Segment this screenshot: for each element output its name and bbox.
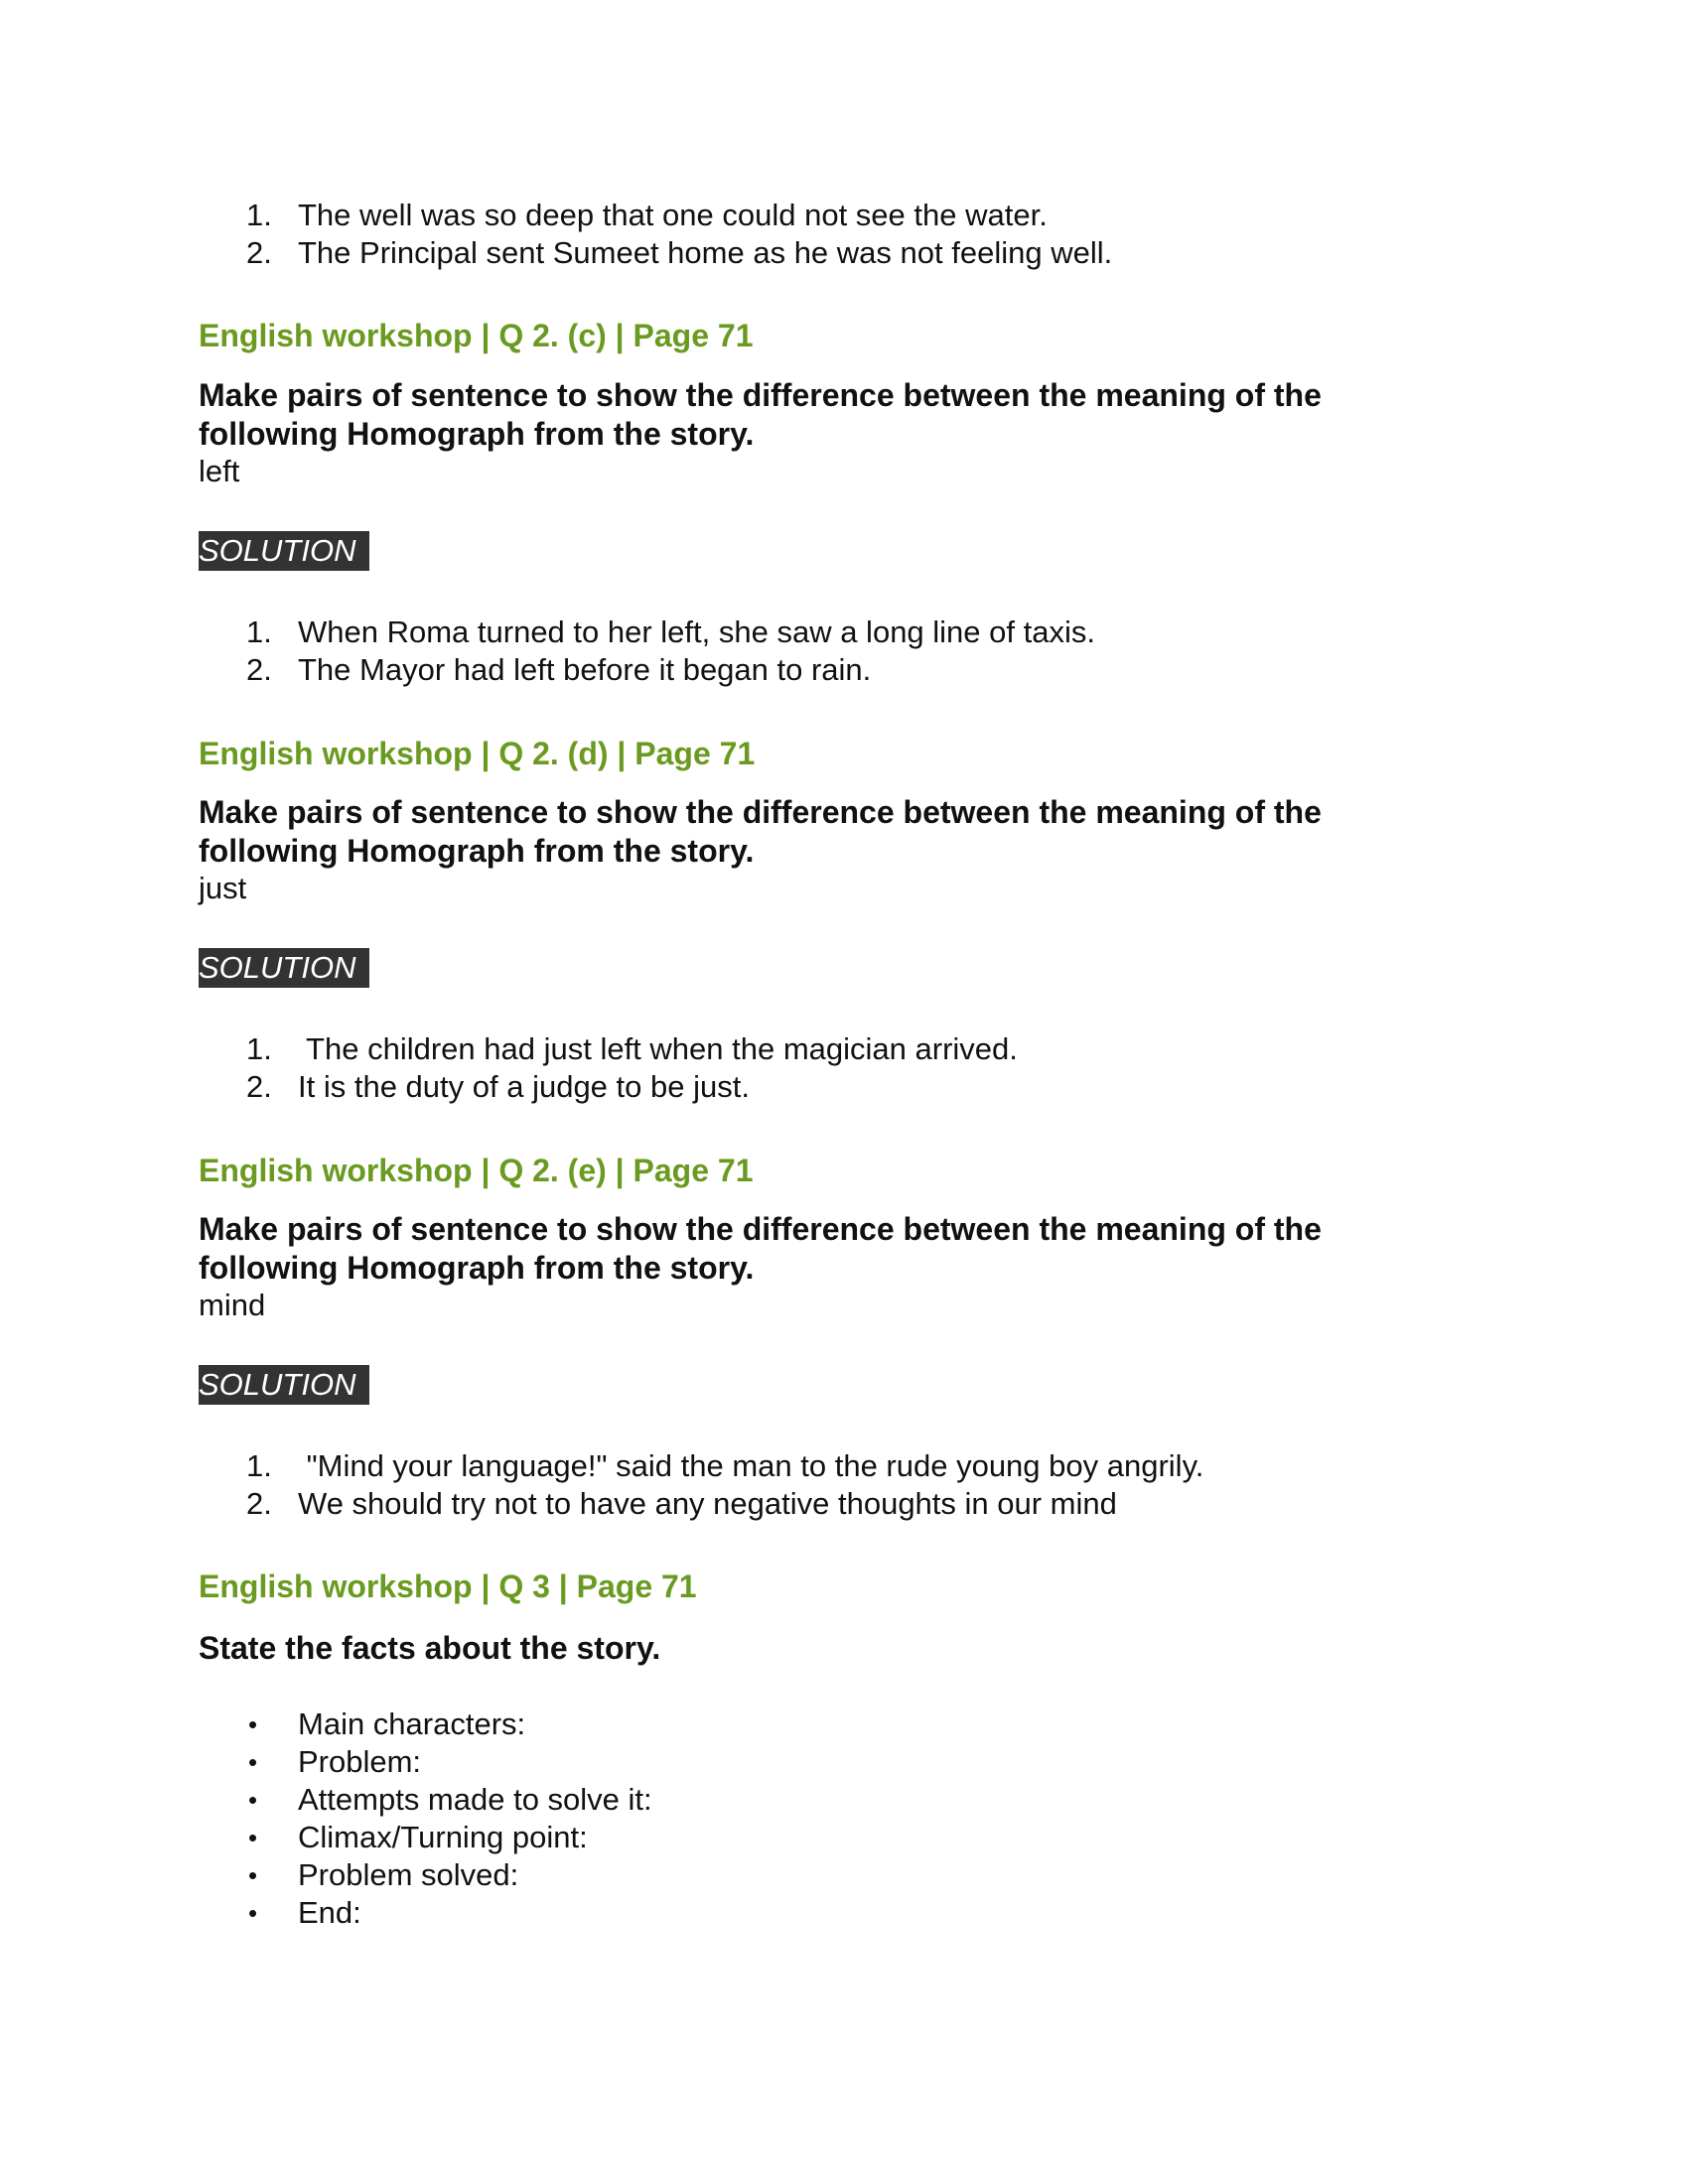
section-heading-q2d: English workshop | Q 2. (d) | Page 71 <box>199 736 756 771</box>
list-item <box>246 1485 1203 1523</box>
bullet-icon: • <box>248 1823 258 1852</box>
question-text-q2c: Make pairs of sentence to show the difference between the meaning of the following Homograph from the story. <box>199 377 1322 452</box>
list-item <box>246 1068 1018 1106</box>
intro-answer-list <box>246 197 1112 272</box>
list-number: 2. <box>246 1486 272 1521</box>
list-number: 1. <box>246 614 272 649</box>
answer-list-q2e <box>246 1447 1203 1523</box>
list-item-text: We should try not to have any negative thoughts in our mind <box>298 1486 1117 1521</box>
list-item <box>246 651 1095 689</box>
list-item <box>246 1447 1203 1485</box>
list-item <box>246 1706 652 1743</box>
list-item <box>246 1781 652 1819</box>
list-item-text: Main characters: <box>298 1706 526 1741</box>
answer-list-q2d <box>246 1030 1018 1106</box>
list-item-text: Climax/Turning point: <box>298 1820 588 1854</box>
homograph-word-q2c: left <box>199 454 240 488</box>
list-item <box>246 1894 652 1932</box>
list-item-text: Attempts made to solve it: <box>298 1782 652 1817</box>
list-item <box>246 1819 652 1856</box>
list-number: 2. <box>246 652 272 687</box>
question-text-q3: State the facts about the story. <box>199 1630 661 1666</box>
homograph-word-q2d: just <box>199 871 247 905</box>
section-heading-q2c: English workshop | Q 2. (c) | Page 71 <box>199 318 754 353</box>
solution-label-q2e: SOLUTION <box>199 1365 369 1405</box>
question-text-q2d: Make pairs of sentence to show the difference between the meaning of the following Homograph from the story. <box>199 794 1322 869</box>
list-number: 1. <box>246 198 272 232</box>
bullet-icon: • <box>248 1860 258 1890</box>
list-item <box>246 1743 652 1781</box>
list-item-text: It is the duty of a judge to be just. <box>298 1069 750 1104</box>
list-item-text: "Mind your language!" said the man to the rude young boy angrily. <box>298 1448 1204 1483</box>
list-item <box>246 1856 652 1894</box>
bullet-icon: • <box>248 1785 258 1815</box>
list-item <box>246 197 1112 234</box>
list-item-text: The children had just left when the magician arrived. <box>298 1031 1018 1066</box>
list-item <box>246 1030 1018 1068</box>
list-item-text: Problem: <box>298 1744 422 1779</box>
section-heading-q2e: English workshop | Q 2. (e) | Page 71 <box>199 1153 754 1188</box>
solution-label-q2c: SOLUTION <box>199 531 369 571</box>
bullet-icon: • <box>248 1747 258 1777</box>
bullet-icon: • <box>248 1898 258 1928</box>
section-heading-q3: English workshop | Q 3 | Page 71 <box>199 1569 697 1604</box>
solution-label-q2d: SOLUTION <box>199 948 369 988</box>
list-number: 2. <box>246 1069 272 1104</box>
list-item <box>246 614 1095 651</box>
list-item-text: Problem solved: <box>298 1857 519 1892</box>
bullet-icon: • <box>248 1709 258 1739</box>
list-item-text: The Principal sent Sumeet home as he was not feeling well. <box>298 235 1113 270</box>
question-text-q2e: Make pairs of sentence to show the difference between the meaning of the following Homograph from the story. <box>199 1211 1322 1286</box>
list-item-text: End: <box>298 1895 361 1930</box>
list-item-text: When Roma turned to her left, she saw a long line of taxis. <box>298 614 1095 649</box>
homograph-word-q2e: mind <box>199 1288 266 1322</box>
list-item-text: The Mayor had left before it began to rain. <box>298 652 872 687</box>
facts-bullet-list <box>246 1706 652 1932</box>
list-item-text: The well was so deep that one could not see the water. <box>298 198 1048 232</box>
answer-list-q2c <box>246 614 1095 689</box>
list-number: 1. <box>246 1031 272 1066</box>
list-number: 1. <box>246 1448 272 1483</box>
list-item <box>246 234 1112 272</box>
list-number: 2. <box>246 235 272 270</box>
